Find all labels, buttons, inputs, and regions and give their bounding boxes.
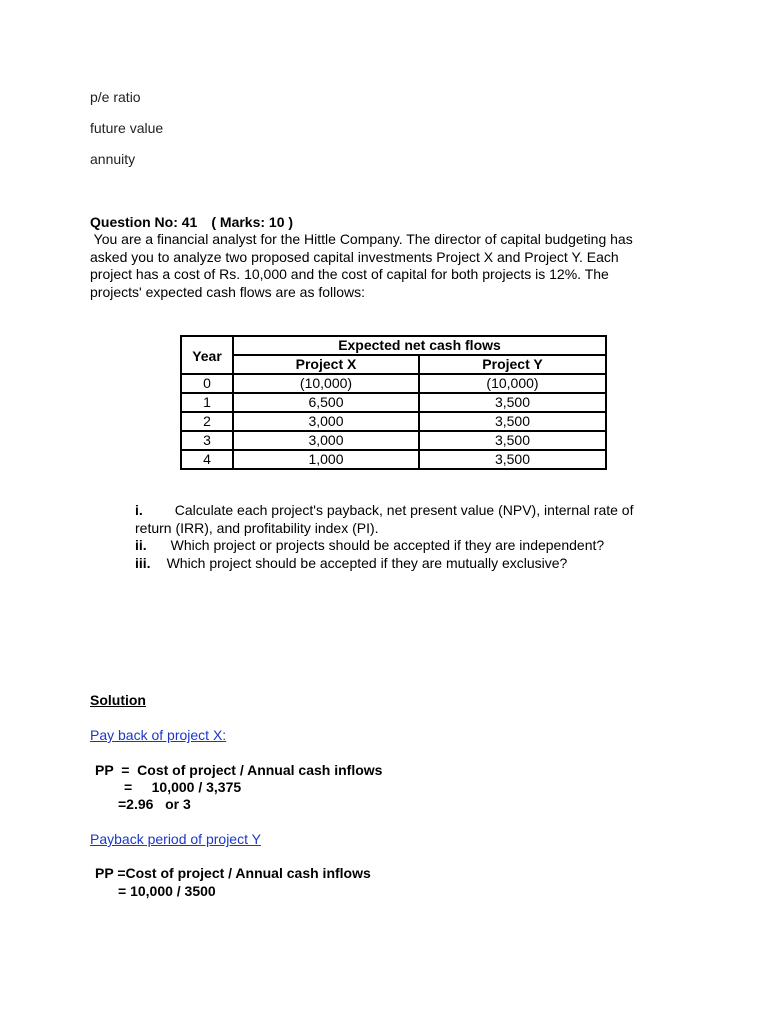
table-group-header: Expected net cash flows: [233, 336, 606, 355]
table-cell-y: (10,000): [419, 374, 606, 393]
table-cell-year: 1: [181, 393, 233, 412]
table-header-project-y: Project Y: [419, 355, 606, 374]
table-cell-x: 3,000: [233, 412, 419, 431]
solution-heading: Solution: [90, 692, 146, 708]
part-text: Which project should be accepted if they are mutually exclusive?: [166, 554, 568, 571]
question-text: [90, 231, 690, 301]
table-cell-year: 4: [181, 450, 233, 469]
part-i-continued: [135, 520, 695, 538]
table-cell-y: 3,500: [419, 412, 606, 431]
question-parts: [135, 502, 695, 572]
table-cell-year: 2: [181, 412, 233, 431]
table-header-project-x: Project X: [233, 355, 419, 374]
payback-x-link[interactable]: Pay back of project X:: [90, 727, 227, 743]
table-cell-x: 1,000: [233, 450, 419, 469]
part-text: Which project or projects should be accepted if they are independent?: [170, 537, 605, 553]
part-text: Calculate each project's payback, net present value (NPV), internal rate of: [174, 502, 634, 518]
part-text: return (IRR), and profitability index (PI).: [135, 519, 379, 536]
table-cell-year: 3: [181, 431, 233, 450]
table-cell-x: (10,000): [233, 374, 419, 393]
question-line: projects' expected cash flows are as follows:: [90, 283, 366, 300]
table-row: [181, 393, 606, 412]
part-ii: [135, 537, 695, 555]
payback-x-result: =2.96 or 3: [118, 796, 191, 812]
table-cell-x: 6,500: [233, 393, 419, 412]
table-row: [181, 374, 606, 393]
question-number: Question No: 41: [90, 214, 198, 230]
part-number: i.: [135, 502, 143, 518]
payback-y-formula: PP =Cost of project / Annual cash inflows: [95, 865, 371, 881]
table-cell-y: 3,500: [419, 431, 606, 450]
question-marks: ( Marks: 10 ): [211, 214, 294, 230]
part-number: iii.: [135, 554, 151, 571]
table-cell-x: 3,000: [233, 431, 419, 450]
payback-x-calc: = 10,000 / 3,375: [124, 779, 242, 795]
question-line: You are a financial analyst for the Hittle Company. The director of capital budgeting has: [90, 231, 633, 247]
term-annuity: annuity: [90, 151, 136, 167]
payback-y-calc: = 10,000 / 3500: [118, 883, 216, 899]
question-heading: [90, 214, 293, 230]
part-iii: [135, 555, 695, 573]
table-row: [181, 412, 606, 431]
table-row: [181, 431, 606, 450]
term-pe-ratio: p/e ratio: [90, 89, 141, 105]
question-line: asked you to analyze two proposed capital investments Project X and Project Y. Each: [90, 248, 619, 265]
table-cell-y: 3,500: [419, 393, 606, 412]
table-cell-y: 3,500: [419, 450, 606, 469]
question-line: project has a cost of Rs. 10,000 and the cost of capital for both projects is 12%. The: [90, 266, 609, 282]
payback-x-formula: PP = Cost of project / Annual cash inflows: [95, 762, 383, 778]
payback-y-link[interactable]: Payback period of project Y: [90, 831, 261, 847]
table-row: [181, 450, 606, 469]
table-cell-year: 0: [181, 374, 233, 393]
table-header-year: Year: [181, 355, 233, 374]
term-future-value: future value: [90, 120, 164, 136]
part-i: [135, 502, 695, 520]
cash-flow-table: [180, 335, 607, 470]
part-number: ii.: [135, 537, 147, 553]
